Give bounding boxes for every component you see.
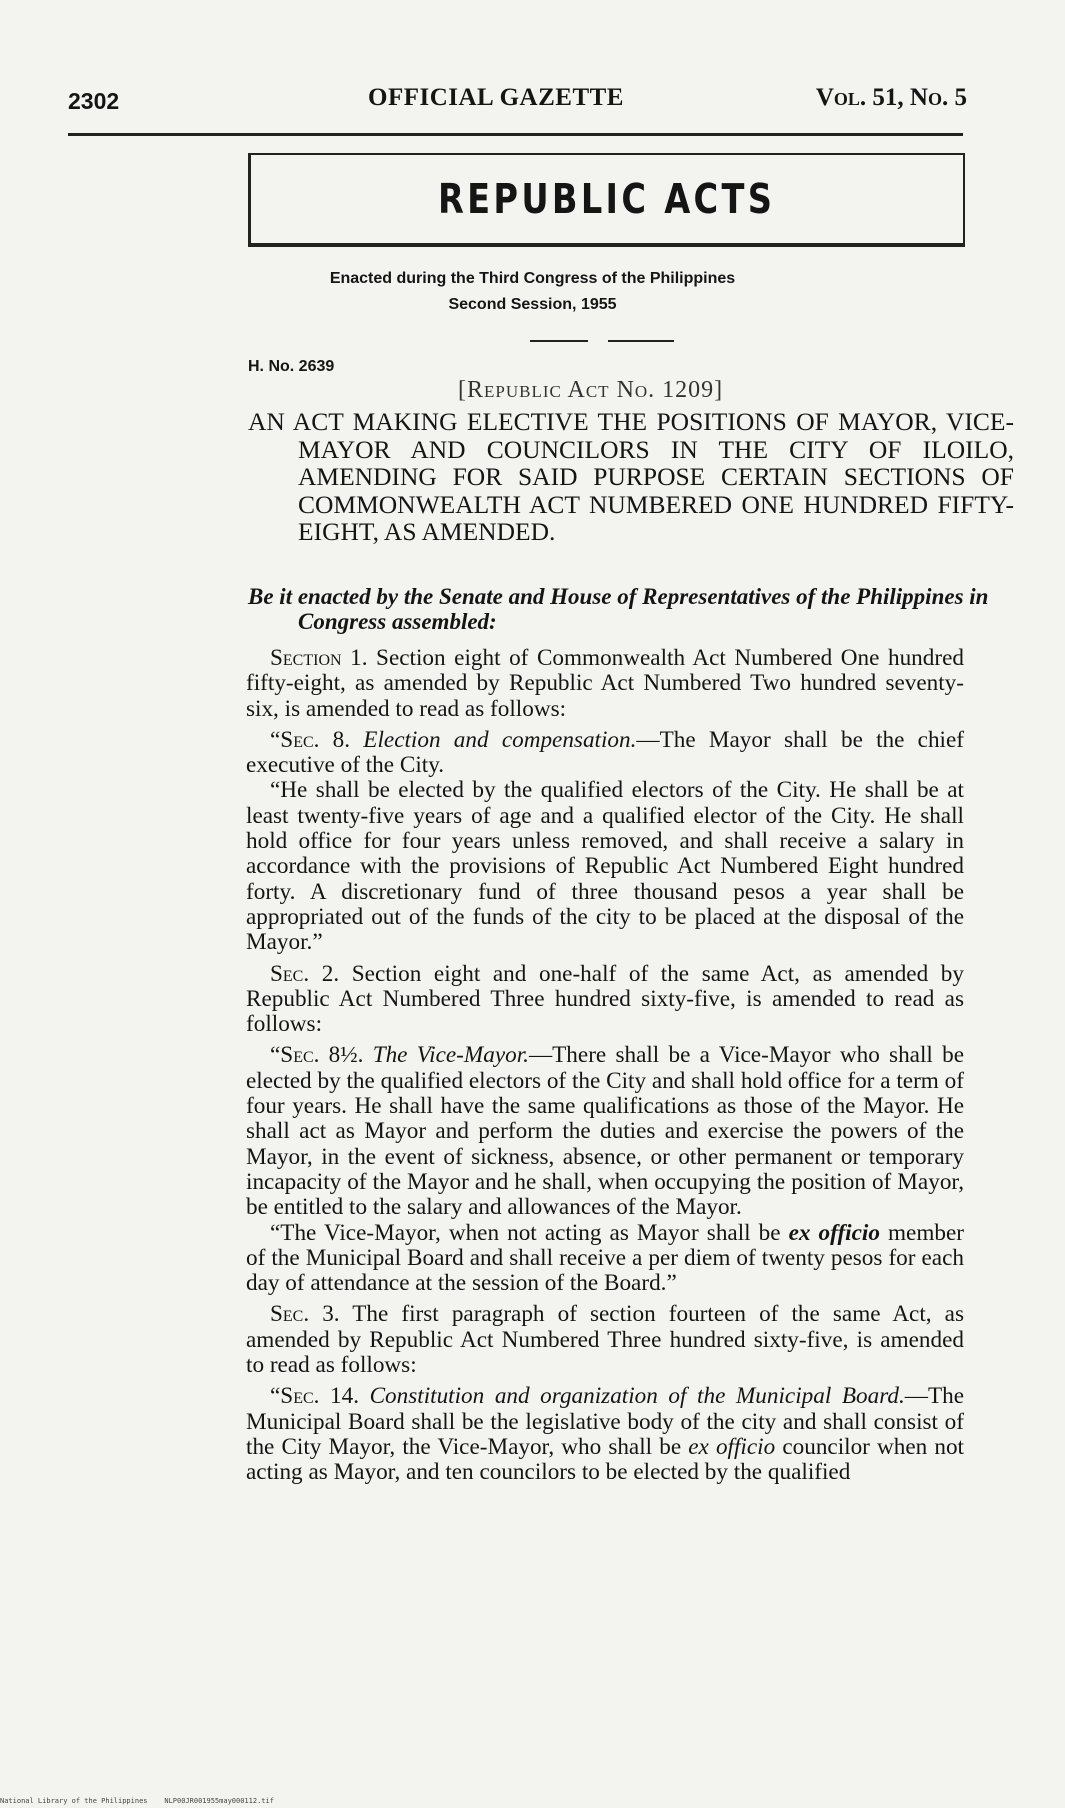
section-2-paragraph <box>246 962 964 1038</box>
paragraph-text: member of the Municipal Board and shall receive a per diem of twenty pesos for each day of attendance at the session of the Board.” <box>246 1219 964 1297</box>
section-caption: The Vice-Mayor. <box>363 1042 529 1069</box>
section-title-box <box>248 153 965 247</box>
section-caption: Constitution and organization of the Municipal Board. <box>359 1383 905 1410</box>
paragraph-text: Section eight of Commonwealth Act Numbered One hundred fifty-eight, as amended by Republic Act Numbered Two hundred seventy-six, is amended to read as follows: <box>246 645 964 722</box>
bill-number: H. No. 2639 <box>248 358 335 375</box>
ex-officio-term: ex officio <box>788 1219 880 1246</box>
paragraph-text: Section eight and one-half of the same Act, as amended by Republic Act Numbered Three hundred sixty-five, is amended to read as follows: <box>246 960 964 1038</box>
enacted-line: Enacted during the Third Congress of the Philippines <box>329 270 736 287</box>
ex-officio-term: ex officio <box>688 1433 776 1460</box>
ornament-rule-right <box>608 340 674 342</box>
paragraph-text: The first paragraph of section fourteen of the same Act, as amended by Republic Act Numbered Three hundred sixty-five, is amended to read as follows: <box>246 1301 964 1379</box>
section-heading: “Sec. 8. <box>270 726 351 753</box>
sec-8-paragraph <box>246 728 964 779</box>
paragraph-text: —There shall be a Vice-Mayor who shall be elected by the qualified electors of the City and shall hold office for a term of four years. He shall have the same qualifications as those of the Mayor. He shall act as Mayor and perform the duties and exercise the powers of the Mayor, in the event of sickness, absence, or other permanent or temporary incapacity of the Mayor and he shall, when occupying the position of Mayor, be entitled to the salary and allowances of the Mayor. <box>246 1042 964 1221</box>
act-title: AN ACT MAKING ELECTIVE THE POSITIONS OF MAYOR, VICE-MAYOR AND COUNCILORS IN THE CITY OF ILOILO, AMENDING FOR SAID PURPOSE CERTAIN SECTIONS OF COMMONWEALTH ACT NUMBERED ONE HUNDRED FIFTY-EIGHT, AS AMENDED. <box>248 407 1014 546</box>
vice-mayor-paragraph <box>246 1221 964 1297</box>
publication-title: OFFICIAL GAZETTE <box>368 84 624 111</box>
sec-8-half-paragraph <box>246 1043 964 1220</box>
section-heading: Sec. 3. <box>270 1301 340 1328</box>
header-rule <box>68 133 963 136</box>
act-body <box>246 646 964 1486</box>
section-heading: “Sec. 8½. <box>270 1042 364 1069</box>
session-line: Second Session, 1955 <box>448 296 617 313</box>
paragraph-text: —The Municipal Board shall be the legislative body of the city and shall consist of the City Mayor, the Vice-Mayor, who shall be <box>246 1383 964 1460</box>
page-number: 2302 <box>68 88 120 114</box>
paragraph-text: —The Mayor shall be the chief executive of the City. <box>246 726 965 779</box>
paragraph-text: “He shall be elected by the qualified electors of the City. He shall be at least twenty-five years of age and a qualified elector of the City. He shall hold office for four years unless removed, and shall receive a salary in accordance with the provisions of Republic Act Numbered Eight hundred forty. A discretionary fund of three thousand pesos a year shall be appropriated out of the funds of the city to be placed at the disposal of the Mayor.” <box>246 777 964 956</box>
ornament-rule-left <box>530 340 588 342</box>
section-caption: Election and compensation. <box>350 726 637 753</box>
volume-info: Vol. 51, No. 5 <box>815 84 967 111</box>
section-heading: “Sec. 14. <box>270 1383 359 1410</box>
sec-14-paragraph <box>246 1384 964 1485</box>
section-heading: Section 1. <box>270 645 368 671</box>
sec-8-continuation-paragraph <box>246 778 964 955</box>
paragraph-text: “The Vice-Mayor, when not acting as Mayor shall be <box>270 1219 789 1246</box>
section-3-paragraph <box>246 1302 964 1378</box>
enacting-clause: Be it enacted by the Senate and House of Representatives of the Philippines in Congress assembled: <box>248 584 989 634</box>
act-number: [Republic Act No. 1209] <box>458 377 724 403</box>
section-heading: Sec. 2. <box>270 960 340 987</box>
scan-footer: National Library of the Philippines NLP00JR001955may000112.tif <box>0 1797 274 1805</box>
section-1-paragraph <box>246 646 964 722</box>
section-title: REPUBLIC ACTS <box>438 175 776 223</box>
paragraph-text: councilor when not acting as Mayor, and ten councilors to be elected by the qualified <box>246 1433 965 1486</box>
